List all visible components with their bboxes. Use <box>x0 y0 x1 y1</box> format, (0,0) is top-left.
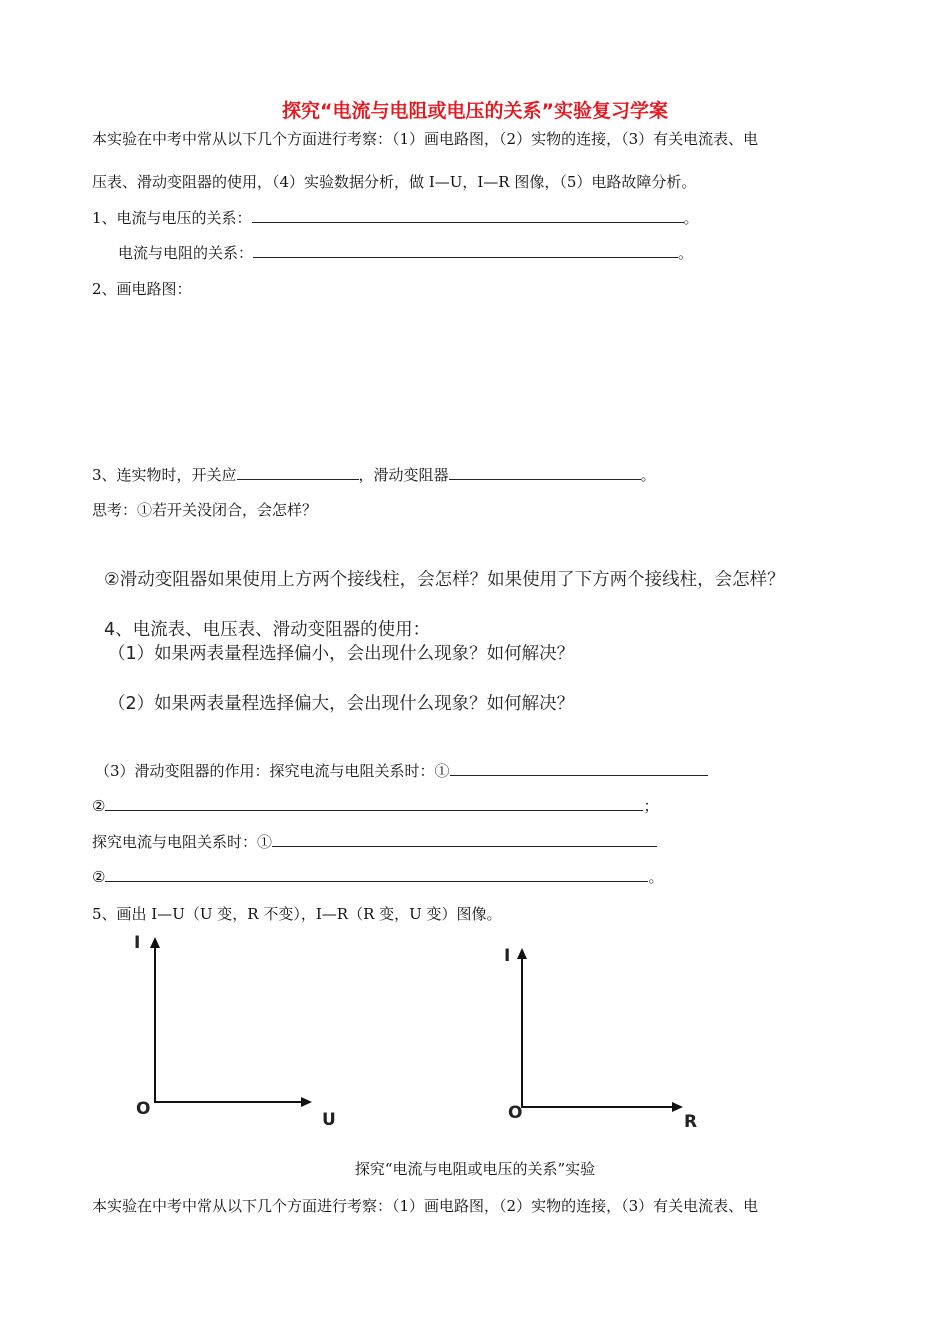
graph1-x-axis <box>154 1101 302 1103</box>
q3-row <box>92 464 656 485</box>
q3-rheostat-blank[interactable] <box>449 465 641 480</box>
graph2-y-label: I <box>504 946 511 966</box>
graph2-y-arrow-icon <box>516 948 528 960</box>
graph1-x-arrow-icon <box>300 1096 312 1108</box>
graph1-y-axis <box>154 945 156 1103</box>
q1-voltage-blank[interactable] <box>252 208 684 223</box>
q4-heading: 4、电流表、电压表、滑动变阻器的使用： <box>104 620 431 640</box>
q1-voltage-end: 。 <box>683 209 699 227</box>
graph2-x-arrow-icon <box>671 1101 683 1113</box>
q4-3-end: 。 <box>648 868 664 886</box>
q4-3-blank-1[interactable] <box>450 761 708 776</box>
q4-3-blank-3[interactable] <box>272 832 657 847</box>
graph2-x-label: R <box>684 1112 698 1132</box>
q4-3-row-2 <box>92 795 658 816</box>
graph1-y-arrow-icon <box>149 937 161 949</box>
intro-line-1: 本实验在中考中常从以下几个方面进行考察：（1）画电路图，（2）实物的连接，（3）有关电流表、电 <box>92 130 759 148</box>
graph2-x-axis <box>521 1106 673 1108</box>
q4-3-circle-2b: ② <box>92 868 106 886</box>
q3-switch-label: 3、连实物时，开关应 <box>92 466 237 484</box>
q1-resistance-row <box>118 242 693 263</box>
q1-voltage-row <box>92 207 699 228</box>
q3-switch-blank[interactable] <box>237 465 359 480</box>
think-question-2: ②滑动变阻器如果使用上方两个接线柱，会怎样？如果使用了下方两个接线柱，会怎样？ <box>104 570 785 590</box>
q4-3-row-1 <box>95 760 708 781</box>
q3-rheostat-label: ，滑动变阻器 <box>358 466 449 484</box>
footer-line: 本实验在中考中常从以下几个方面进行考察：（1）画电路图，（2）实物的连接，（3）有关电流表、电 <box>92 1197 759 1215</box>
q4-item-1: （1）如果两表量程选择偏小，会出现什么现象？如何解决？ <box>108 644 575 664</box>
q4-3-row-4 <box>92 866 663 887</box>
think-question-1: 思考：①若开关没闭合，会怎样？ <box>92 501 318 519</box>
q3-end: 。 <box>640 466 656 484</box>
footer-subtitle: 探究“电流与电阻或电压的关系”实验 <box>354 1160 596 1178</box>
graph1-origin-label: O <box>136 1099 151 1119</box>
q1-voltage-label: 1、电流与电压的关系： <box>92 209 252 227</box>
q5-label: 5、画出 I—U（U 变，R 不变），I—R（R 变，U 变）图像。 <box>92 905 502 923</box>
graph2-origin-label: O <box>508 1103 523 1123</box>
q4-3-circle-2: ② <box>92 797 106 815</box>
q4-item-2: （2）如果两表量程选择偏大，会出现什么现象？如何解决？ <box>108 694 575 714</box>
graph1-x-label: U <box>322 1110 336 1130</box>
graph2-y-axis <box>521 956 523 1108</box>
q4-3-blank-4[interactable] <box>105 867 648 882</box>
q1-resistance-end: 。 <box>678 244 694 262</box>
intro-line-2: 压表、滑动变阻器的使用，（4）实验数据分析，做 I—U，I—R 图像，（5）电路故障分析。 <box>92 173 697 191</box>
graph1-y-label: I <box>134 933 141 953</box>
q2-label: 2、画电路图： <box>92 280 192 298</box>
q1-resistance-label: 电流与电阻的关系： <box>118 244 254 262</box>
q4-3-blank-2[interactable] <box>105 796 643 811</box>
q4-3-semicolon: ； <box>643 797 659 815</box>
q4-3-label: （3）滑动变阻器的作用：探究电流与电阻关系时：① <box>95 762 450 780</box>
page-title: 探究“电流与电阻或电压的关系”实验复习学案 <box>282 100 668 122</box>
q4-3-row-3 <box>92 831 657 852</box>
q1-resistance-blank[interactable] <box>253 243 678 258</box>
q4-3-label-b: 探究电流与电阻关系时：① <box>92 833 273 851</box>
